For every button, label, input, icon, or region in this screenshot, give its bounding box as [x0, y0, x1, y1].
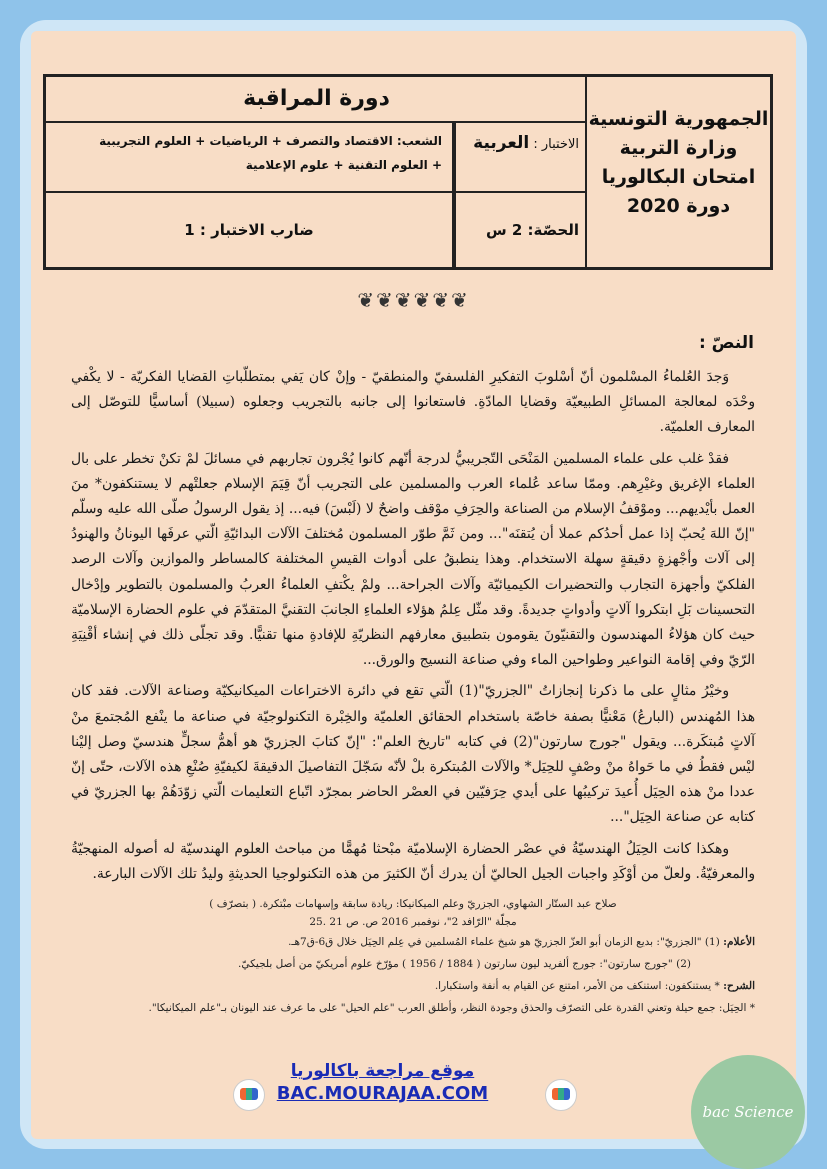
text-heading: النصّ : [698, 333, 754, 353]
exam-page [31, 31, 796, 1139]
ornament-divider: ❦❦❦❦❦❦ [357, 288, 470, 312]
paragraph-2: فقدْ غلب على علماء المسلمين المَنْحَى التّجريبيُّ لدرجة أنّهم كانوا يُجْرون تجاربهم في مسائلَ لمْ تكنْ تخطر على بال العلماء الإغريق وغيْرِهم. وممّا ساعد عُلماء العرب والمسلمين على التجريب أنّ قِيَمَ الإسلام جعلتْهم لا يستنكفون* منَ العمل بأيْديهم... وموْقفُ الإسلام من الصناعة والحِرَفِ موْقف واضحٌ لا (لَبْسَ) فيه... إذ يقول الرسولُ صلّى الله عليه وسلّم "إنّ اللهَ يُحبّ إذا عمل أحدُكم عملا أن يُتقنَه"... ومن ثَمَّ طوّر المسلمون مُختلفَ الآلات البدائيّةِ الّتي عرفَها اليونانُ والهنودُ إلى آلات وأجْهزةٍ دقيقةٍ سهلة الاستخدام. وهذا ينطبقُ على أدوات القيسِ المختلفة كالمساطر والموازين وآلات الرصد الفلكيّ وأجهزة التجارب والتحضيرات الكيميائيّة وآلات الجراحة... ولمْ يكْتفِ العلماءُ العربُ والمسلمون بالتطوير وإدْخال التحسينات بَلِ ابتكروا آلاتٍ وأدواتٍ جديدةً. وقد مثّل عِلمُ هؤلاء العلماءِ الجانبَ التقنيَّ المتقدّمَ في علوم الحضارة الإسلاميّة حيث كان هؤلاءُ المهندسون والتقنيّونَ يقومون بتطبيق معارفهم النظريّةِ للإفادةِ منها تقنيًّا. وقد تجلّى ذلك في إنشاء أقْنِيَةِ الرّيّ وفي إقامة النواعير وطواحين الماء وفي صناعة النسيج والورق... [71, 450, 755, 669]
exam-name: امتحان البكالوريا [601, 166, 756, 188]
gloss-1-row [71, 975, 755, 997]
streams-line-1: الشعب: الاقتصاد والتصرف + الرياضيات + العلوم التجريبية [99, 134, 442, 148]
notes-label: الأعلام: [723, 936, 755, 949]
note-2: (2) "جورج سارتون": جورج ألفريد ليون سارتون ( 1884 / 1956 ) مؤرّخ علوم أمريكيّ من أصل بلجيكيّ. [238, 958, 691, 971]
site-name-link[interactable]: موقع مراجعة باكالوريا [290, 1061, 475, 1081]
note-1-row [71, 931, 755, 953]
exam-subject: العربية [473, 133, 530, 153]
site-url-link[interactable]: BAC.MOURAJAA.COM [276, 1083, 489, 1104]
session-year: دورة 2020 [626, 195, 731, 217]
session-title: دورة المراقبة [46, 77, 587, 123]
gloss-label: الشرح: [723, 980, 755, 993]
site-logo-icon [545, 1079, 577, 1111]
source-citation [71, 895, 755, 931]
exam-header-table [43, 74, 773, 270]
gloss-1: * يستنكفون: استنكف من الأمر، امتنع عن القيام به أنفة واستكبارا. [434, 980, 720, 993]
coefficient: ضارب الاختبار : 1 [184, 221, 314, 239]
country-name: الجمهورية التونسية [588, 108, 769, 130]
ministry-name: وزارة التربية [619, 137, 738, 159]
source-line-1: صلاح عبد الستّار الشهاوي، الجزريّ وعلم الميكانيكا: ريادة سابقة وإسهامات مبْتكرة. ( بتصرّف ) [209, 898, 617, 911]
duration: الحصّة: 2 س [454, 193, 587, 267]
footnotes [71, 931, 755, 1019]
exam-subject-cell [454, 121, 587, 193]
paragraph-3: وخيْرُ مثالٍ على ما ذكرنا إنجازاتُ "الجزريّ"(1) الّتي تقع في دائرة الاختراعات الميكانيكيّة وصناعة الآلات. فقد كان هذا المُهندس (البارعُ) مَعْنيًّا بصفة خاصّة باستخدام الحقائق العلميّة والخِبْرة التكنولوجيّة في صناعة ما ينْفع المُجتمعَ منْ آلاتٍ مُبتكَرة... ويقول "جورج سارتون"(2) في كتابه "تاريخ العلم": "إنّ كتابَ الجزريّ هو أهمُّ سجلٍّ هندسيّ وصل إليْنا ليْس فقطُ في ما حَواهُ منْ وصْفٍ للحِيَل* والآلات المُبتكرة بلْ لأنّه سَجّلَ التفاصيلَ الدقيقةَ لكيفيّةِ صُنْعِ هذه الآلات، حتّى إنّ عددا منْ هذه الحِيَل أُعيدَ تركيبُها على أيدي حِرَفيّين في العصْر الحاضر بمجرّد اتّباع التعليمات الّتي زوّدَهُمْ بها الجزريّ في كتابه عن صناعة الحِيَل"... [71, 683, 755, 826]
paragraph-4: وهكذا كانت الحِيَلُ الهندسيّةُ في عصْر الحضارة الإسلاميّة مبْحثا مُهمًّا من مباحث العلوم الهندسيّة له أصوله المنهجيّةُ والمعرفيّةُ. ولعلّ من أوْكَدِ واجبات الجيل الحاليّ أن يدرك أنّ الكثيرَ من هذه التكنولوجيا الحديثةِ وليدُ تلك الآلات البارعة. [71, 840, 755, 882]
streams-cell [46, 121, 452, 193]
note-1: (1) "الجزريّ": بديع الزمان أبو العزّ الجزريّ هو شيخ علماء المُسلمين في عِلم الحِيَل خلال ق6-ق7هـ. [288, 936, 720, 949]
gloss-2: * الحِيَل: جمع حيلة وتعني القدرة على التصرّف والحذق وجودة النظر، وأطلق العرب "علم الحيل" على ما عرف عند اليونان بـ"علم الميكانيكا". [148, 1002, 755, 1015]
paragraph-1: وَجدَ العُلماءُ المسْلمون أنّ أسْلوبَ التفكيرِ الفلسفيّ والمنطقيّ - وإنْ كان يَفي بمتطلّباتِ القضايا الفكريّة - لا يكْفي وحْدَه لمعالجة المسائلِ الطبيعيّة وقضايا المادّةِ. فاستعانوا إلى جانبه بالتجريب وجعلوه (سبيلا) أساسيًّا للتوصّل إلى المعارف العلميّة. [71, 369, 756, 436]
reading-text [71, 365, 755, 1019]
source-line-2: مجلّة "الرّافد 2"، نوفمبر 2016 ص. ص 21 .25 [309, 916, 517, 929]
site-footer [250, 1060, 515, 1106]
exam-label: الاختبار : [533, 137, 579, 152]
ministry-block [585, 77, 770, 267]
streams-line-2: + العلوم التقنية + علوم الإعلامية [245, 158, 442, 172]
bac-science-badge: bac Science [691, 1055, 805, 1169]
